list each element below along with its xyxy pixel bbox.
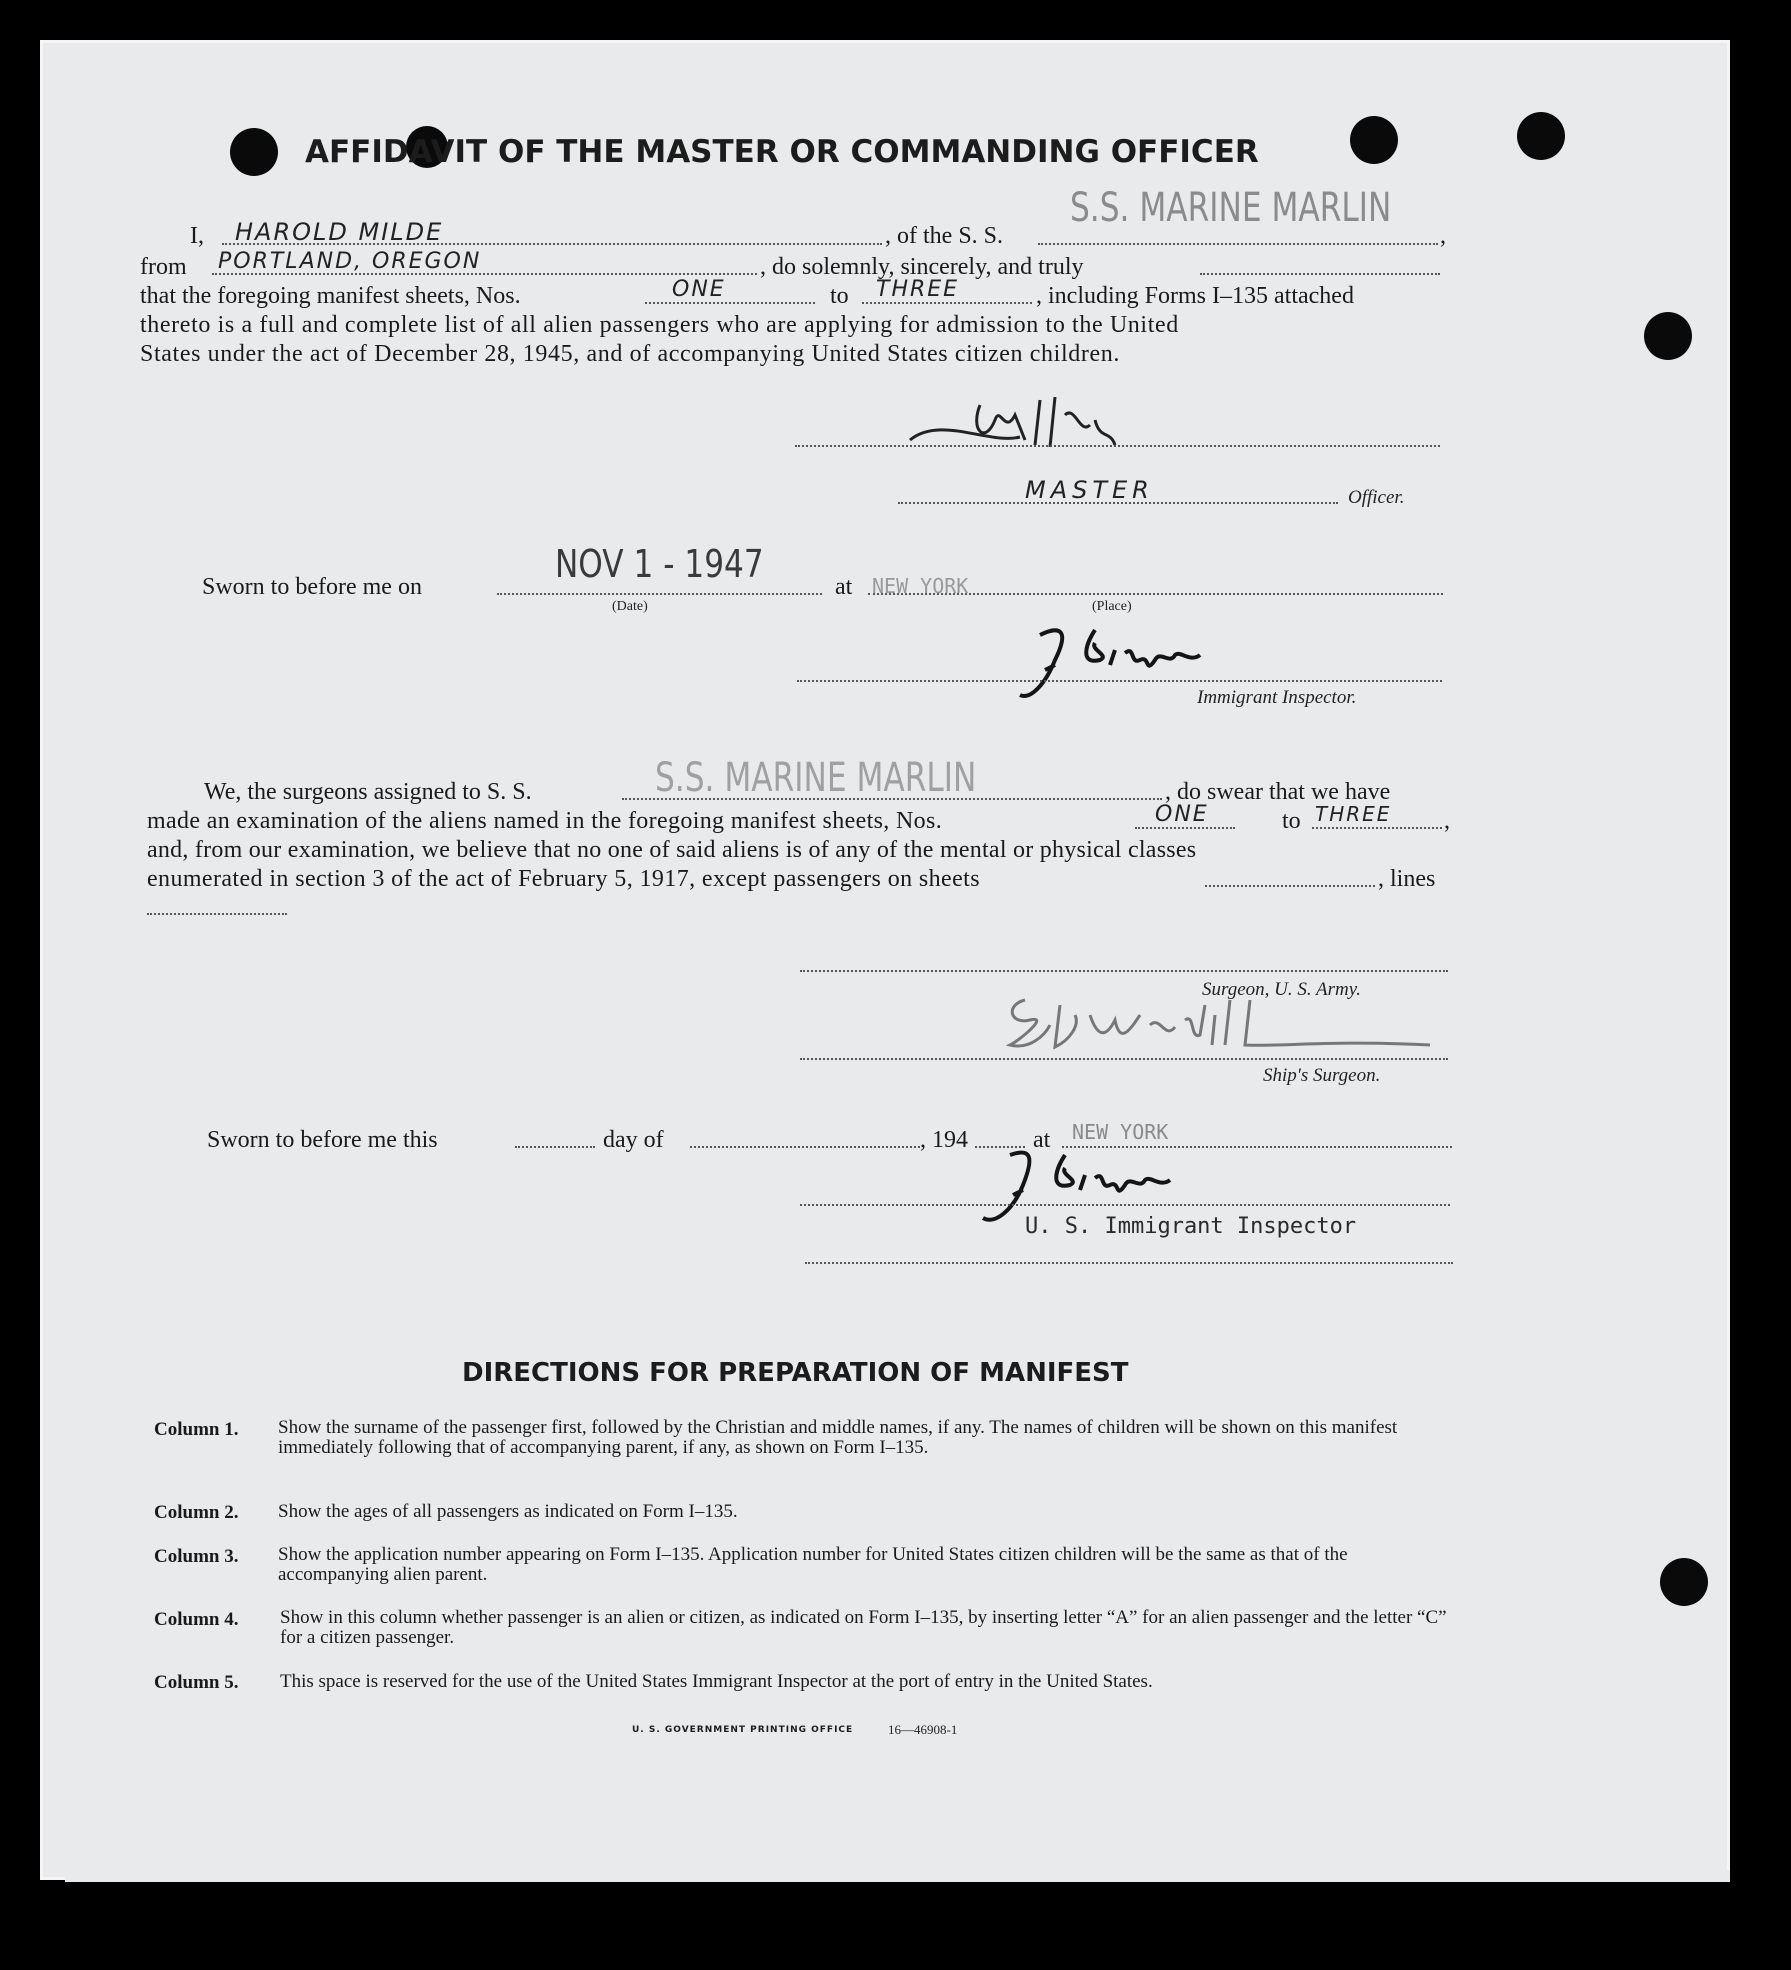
inspector-signature-line-1 [797,680,1442,682]
army-surgeon-line [800,970,1448,972]
sworn-surgeon-label: Sworn to before me this [207,1127,438,1153]
direction-label-4: Column 4. [154,1609,239,1630]
direction-label-2: Column 2. [154,1502,239,1523]
page-bottom-edge [65,1870,1730,1882]
sheet-to-handwritten: THREE [876,277,960,302]
to-label-2: to [1282,808,1301,834]
immigrant-inspector-label: Immigrant Inspector. [1197,687,1357,708]
directions-title: DIRECTIONS FOR PREPARATION OF MANIFEST [462,1358,1129,1388]
sworn-date-line [497,593,822,595]
direction-text-5: This space is reserved for the use of the United States Immigrant Inspector at the port of entry in the United States. [280,1671,1153,1692]
surgeons-sheet-to: THREE [1315,802,1392,826]
officer-label: Officer. [1348,487,1405,508]
surgeons-line2-start: made an examination of the aliens named in the foregoing manifest sheets, Nos. [147,808,943,834]
ship-name-stamp: S.S. MARINE MARLIN [1070,185,1392,231]
from-place-handwritten: PORTLAND, OREGON [218,249,482,274]
ship-surgeon-line [800,1058,1448,1060]
sheets-blank-line [1205,885,1375,887]
sworn-surgeon-place-stamp: NEW YORK [1072,1120,1169,1144]
direction-text-3: Show the application number appearing on Form I–135. Application number for United States citizen children will be the same as that of the accompanying alien parent. [278,1544,1348,1585]
sheet-to-line [862,302,1032,304]
surgeons-line4-start: enumerated in section 3 of the act of February 5, 1917, except passengers on sheets [147,866,980,892]
direction-text-4: Show in this column whether passenger is an alien or citizen, as indicated on Form I–135, by inserting letter “A” for an alien passenger and the letter “C” for a citizen passenger. [280,1607,1447,1648]
line1-comma: , [1440,223,1446,249]
surgeons-sheet-to-line [1312,827,1442,829]
inspector-bottom-line [805,1262,1453,1264]
manifest-sheets-text: that the foregoing manifest sheets, Nos. [140,283,521,309]
including-text: , including Forms I–135 attached [1036,283,1354,309]
direction-text-2: Show the ages of all passengers as indicated on Form I–135. [278,1501,738,1522]
at-label-1: at [835,574,853,600]
army-surgeon-label: Surgeon, U. S. Army. [1202,979,1361,1000]
direction-label-1: Column 1. [154,1419,239,1440]
place-caption: (Place) [1092,599,1132,614]
inspector-signature-line-2 [800,1204,1450,1206]
lines-blank-line [147,913,287,915]
punch-hole-6 [1660,1558,1708,1606]
direction-label-3: Column 3. [154,1546,239,1567]
master-signature-line [795,445,1440,447]
direction-label-5: Column 5. [154,1672,239,1693]
surgeons-line3: and, from our examination, we believe that no one of said aliens is of any of the mental or physical classes [147,837,1197,863]
surgeons-ship-stamp: S.S. MARINE MARLIN [655,755,977,801]
printer-imprint: U. S. GOVERNMENT PRINTING OFFICE [632,1725,854,1735]
sworn-date-stamp: NOV 1 - 1947 [555,542,764,586]
year-label: , 194 [920,1127,968,1153]
surgeons-sheet-from: ONE [1155,802,1209,827]
at-label-2: at [1033,1127,1051,1153]
form-number: 16—46908-1 [888,1722,958,1737]
sheet-from-handwritten: ONE [672,277,726,302]
sheet-from-line [645,302,815,304]
sworn-month-line [690,1146,920,1148]
surgeons-sheet-from-line [1135,827,1235,829]
punch-hole-1 [230,128,278,176]
rank-line [898,502,1338,504]
master-name-handwritten: HAROLD MILDE [235,218,444,246]
affidavit-line-4: thereto is a full and complete list of all alien passengers who are applying for admission to the United [140,312,1179,338]
sworn-place-stamp: NEW YORK [872,574,969,598]
of-the-ss-text: , of the S. S. [885,223,1004,249]
punch-hole-3 [1350,116,1398,164]
ship-surgeon-label: Ship's Surgeon. [1263,1065,1381,1086]
sworn-master-label: Sworn to before me on [202,574,422,600]
affidavit-line-5: States under the act of December 28, 1945, and of accompanying United States citizen children. [140,341,1120,367]
direction-text-1: Show the surname of the passenger first, followed by the Christian and middle names, if any. The names of children will be shown on this manifest immediately following that of accompanying parent, if any, as shown on Form I–135. [278,1417,1398,1458]
solemnly-text: , do solemnly, sincerely, and truly [760,254,1084,280]
inspector-typed-title: U. S. Immigrant Inspector [1025,1214,1357,1239]
from-label: from [140,254,187,280]
surgeons-line1-start: We, the surgeons assigned to S. S. [204,779,532,805]
surgeons-line2-comma: , [1444,808,1450,834]
affidavit-title: AFFIDAVIT OF THE MASTER OR COMMANDING OFFICER [305,134,1259,170]
punch-hole-5 [1644,312,1692,360]
master-rank-handwritten: MASTER [1025,476,1154,504]
lead-i: I, [190,223,204,249]
to-label-1: to [830,283,849,309]
date-caption: (Date) [612,599,648,614]
sworn-day-line [515,1146,595,1148]
day-of-label: day of [603,1127,664,1153]
master-signature [900,385,1200,465]
solemnly-blank-line [1200,273,1440,275]
lines-label: , lines [1378,866,1436,892]
surgeons-line1-end: , do swear that we have [1165,779,1391,805]
ship-name-line [1038,243,1438,245]
punch-hole-4 [1517,112,1565,160]
ship-surgeon-signature [1000,985,1440,1060]
